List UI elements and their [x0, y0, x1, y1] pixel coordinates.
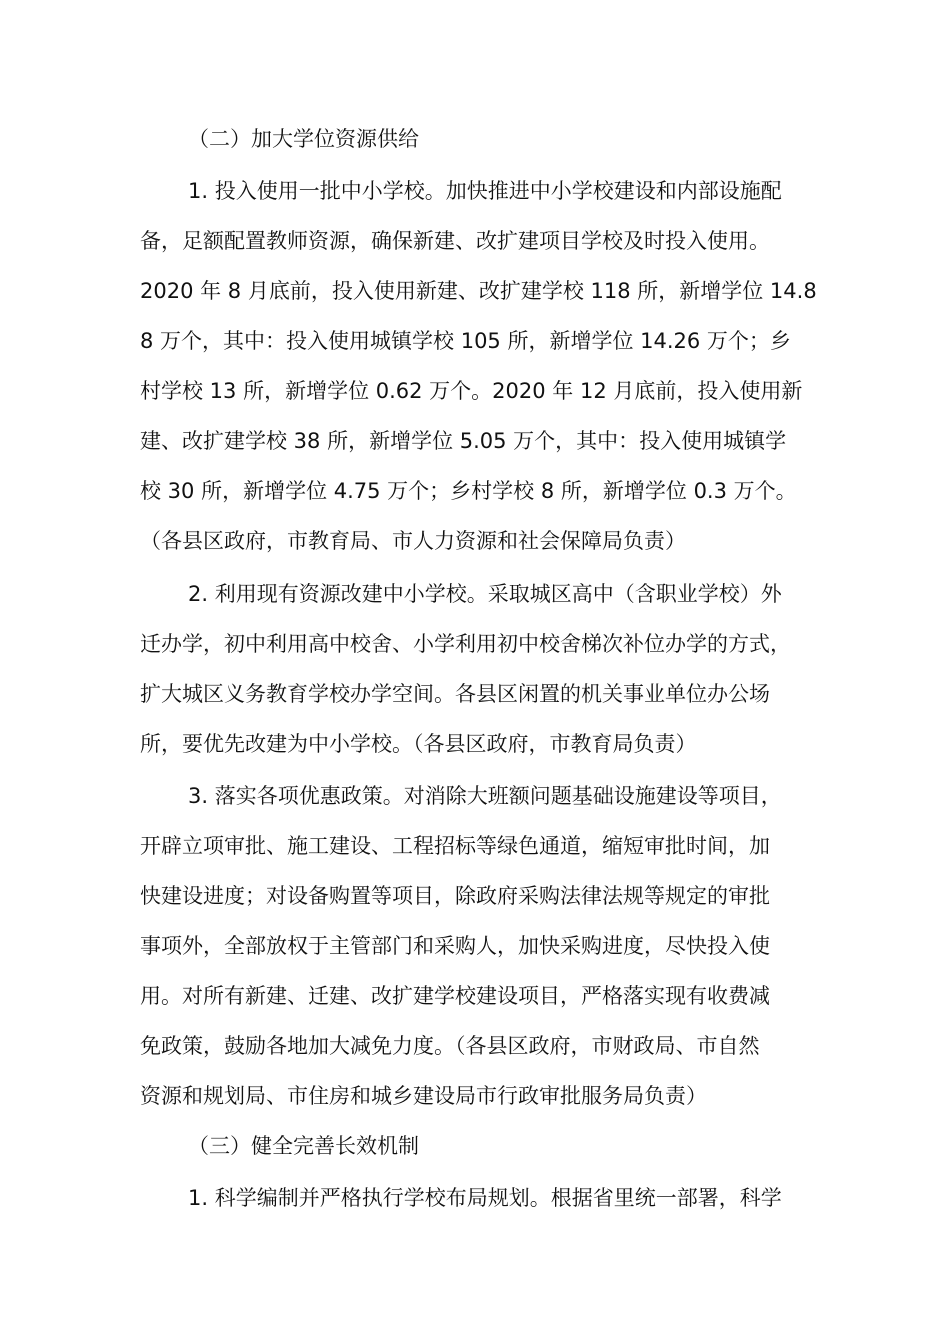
paragraph-line: 村学校 13 所，新增学位 0.62 万个。2020 年 12 月底前，投入使用新: [140, 379, 803, 403]
paragraph-line: 8 万个，其中：投入使用城镇学校 105 所，新增学位 14.26 万个；乡: [140, 329, 791, 353]
paragraph-line: 资源和规划局、市住房和城乡建设局市行政审批服务局负责）: [140, 1084, 707, 1108]
section-heading: （三）健全完善长效机制: [188, 1134, 419, 1158]
paragraph-line: 事项外，全部放权于主管部门和采购人，加快采购进度，尽快投入使: [140, 934, 770, 958]
paragraph-line: 所，要优先改建为中小学校。（各县区政府，市教育局负责）: [140, 732, 697, 756]
paragraph-line: 3. 落实各项优惠政策。对消除大班额问题基础设施建设等项目，: [188, 784, 782, 808]
paragraph-line: 快建设进度；对设备购置等项目，除政府采购法律法规等规定的审批: [140, 884, 770, 908]
paragraph-line: 建、改扩建学校 38 所，新增学位 5.05 万个，其中：投入使用城镇学: [140, 429, 787, 453]
paragraph-line: 开辟立项审批、施工建设、工程招标等绿色通道，缩短审批时间，加: [140, 834, 770, 858]
paragraph-line: 免政策，鼓励各地加大减免力度。（各县区政府，市财政局、市自然: [140, 1034, 760, 1058]
paragraph-line: 用。对所有新建、迁建、改扩建学校建设项目，严格落实现有收费减: [140, 984, 770, 1008]
paragraph-line: 1. 投入使用一批中小学校。加快推进中小学校建设和内部设施配: [188, 179, 782, 203]
paragraph-line: 备，足额配置教师资源，确保新建、改扩建项目学校及时投入使用。: [140, 229, 770, 253]
paragraph-line: 校 30 所，新增学位 4.75 万个；乡村学校 8 所，新增学位 0.3 万个。: [140, 479, 797, 503]
paragraph-line: （各县区政府，市教育局、市人力资源和社会保障局负责）: [140, 529, 686, 553]
paragraph-line: 2. 利用现有资源改建中小学校。采取城区高中（含职业学校）外: [188, 582, 782, 606]
paragraph-line: 迁办学，初中利用高中校舍、小学利用初中校舍梯次补位办学的方式，: [140, 632, 791, 656]
paragraph-line: 2020 年 8 月底前，投入使用新建、改扩建学校 118 所，新增学位 14.8: [140, 279, 817, 303]
paragraph-line: 扩大城区义务教育学校办学空间。各县区闲置的机关事业单位办公场: [140, 682, 770, 706]
section-heading: （二）加大学位资源供给: [188, 127, 419, 151]
paragraph-line: 1. 科学编制并严格执行学校布局规划。根据省里统一部署，科学: [188, 1186, 782, 1210]
